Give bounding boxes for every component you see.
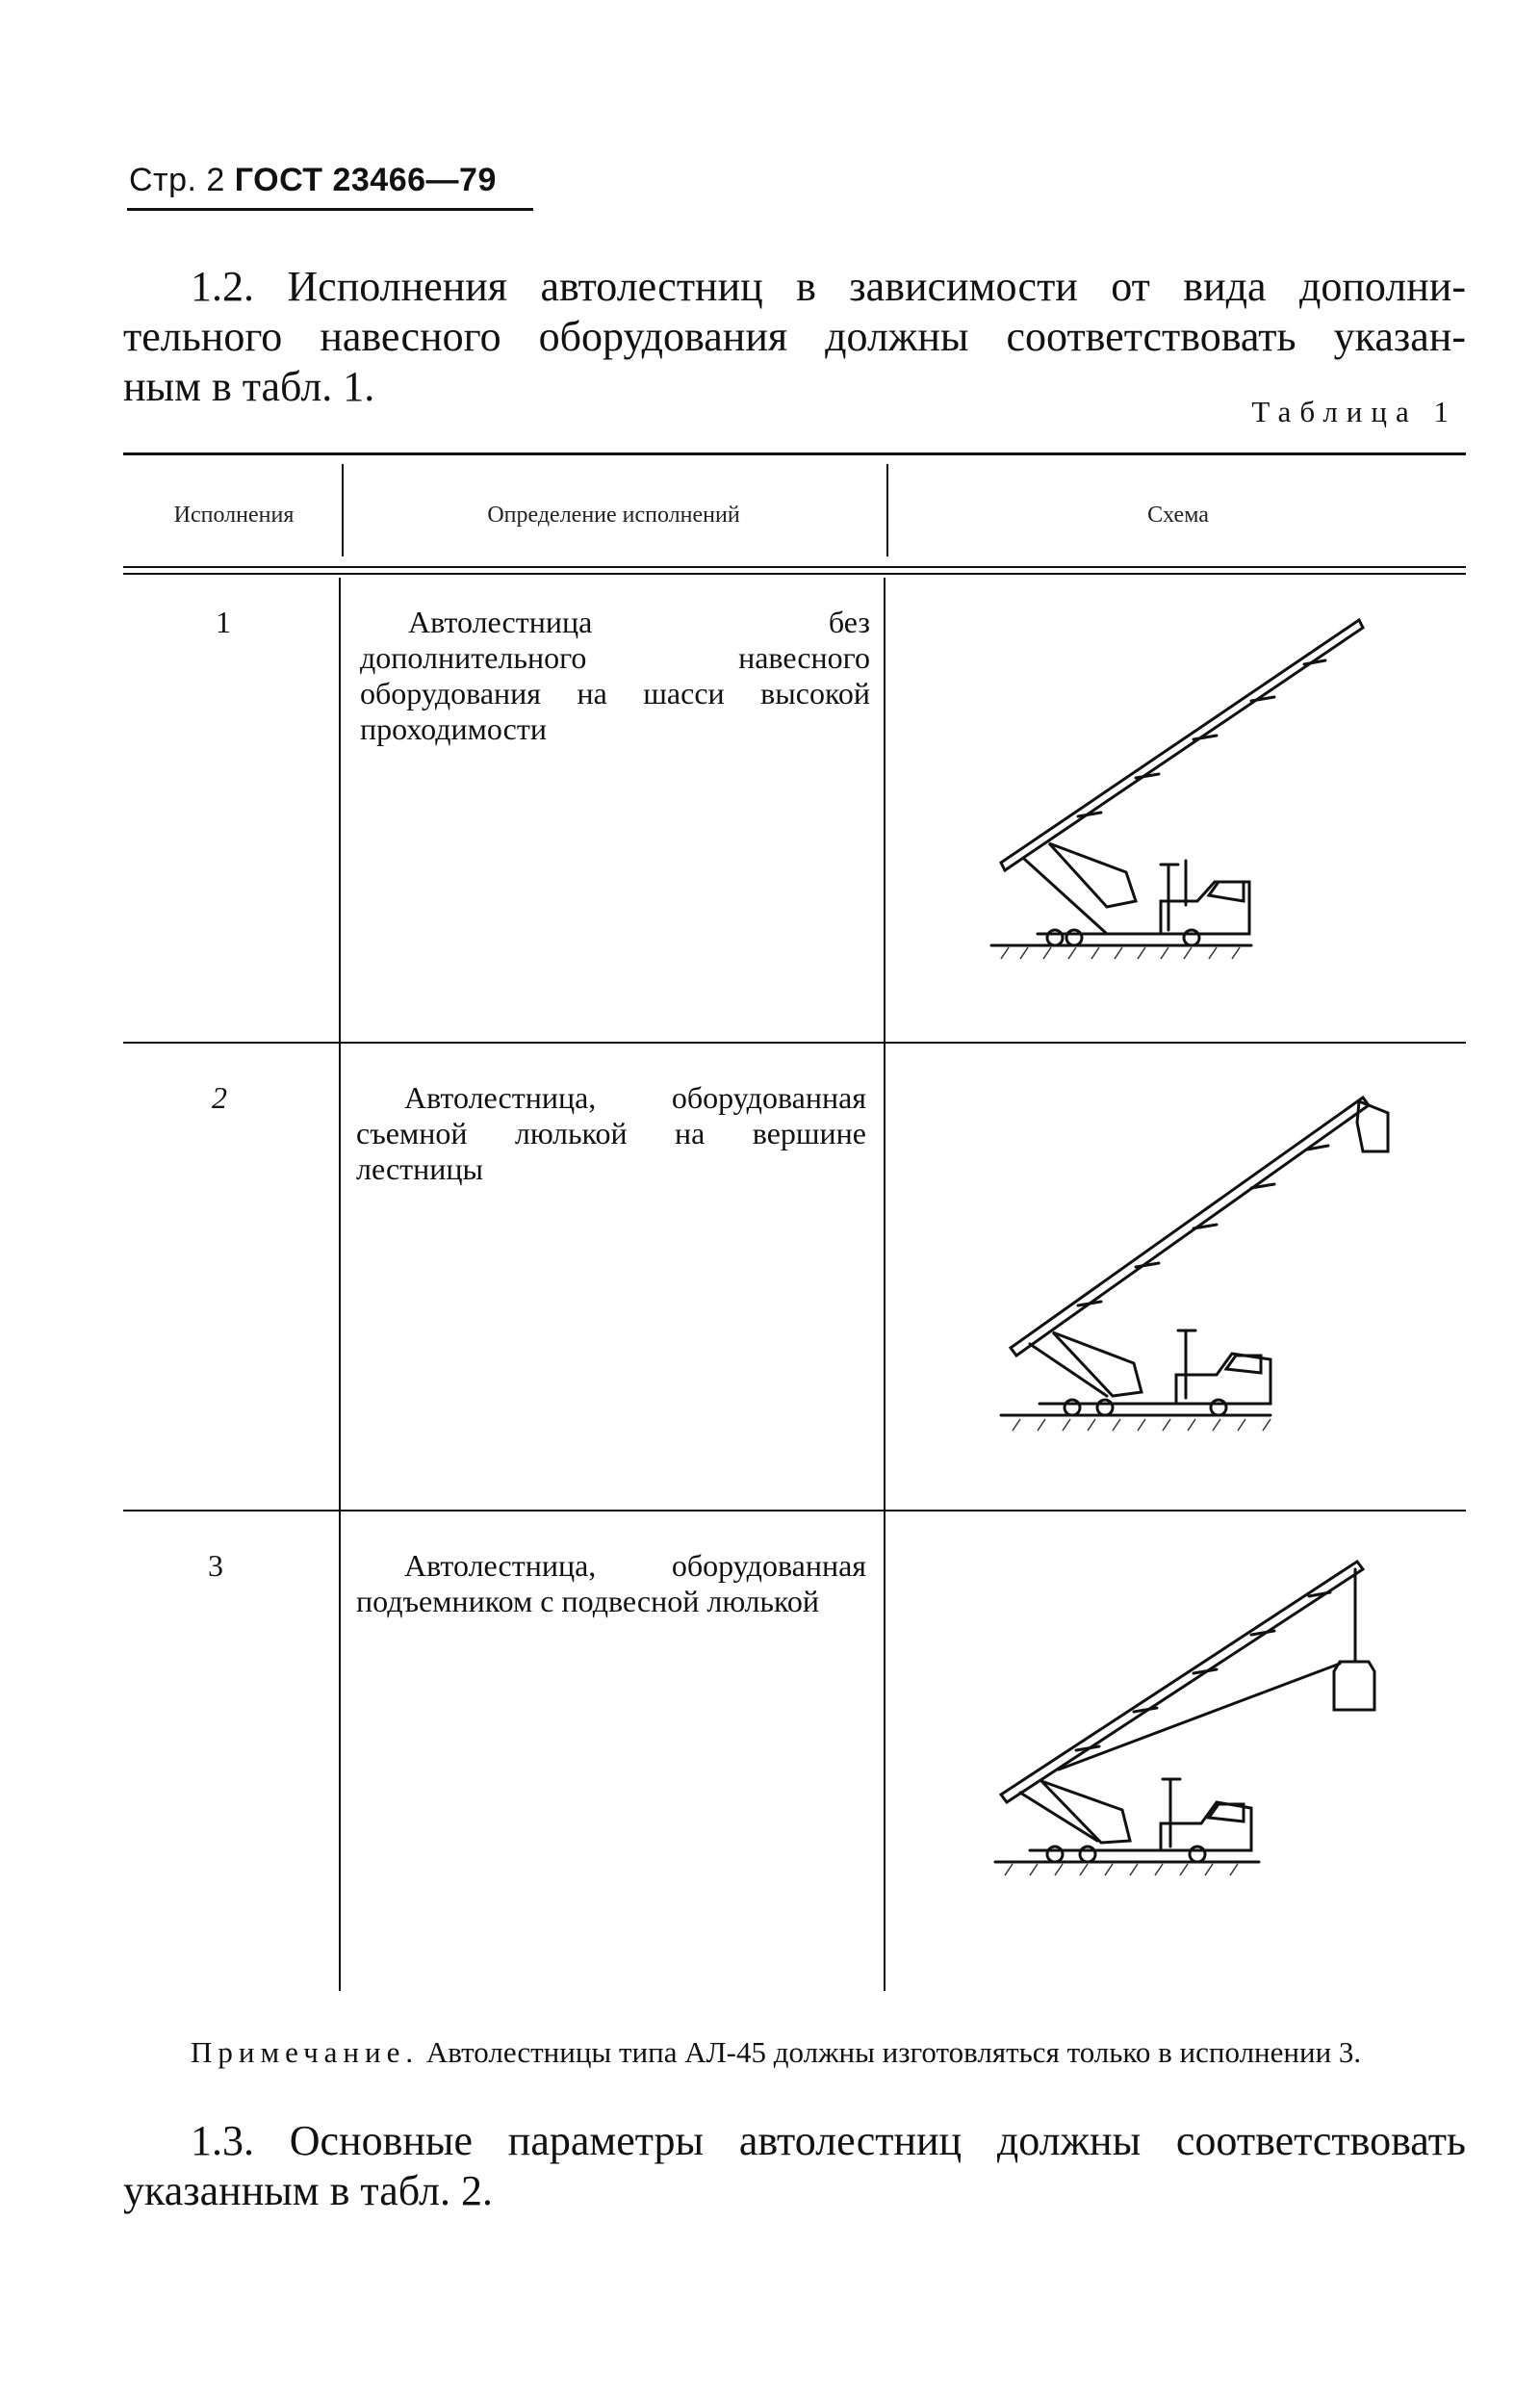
table-note: [123, 2033, 1466, 2072]
aerial-ladder-with-cradle-diagram: [1001, 1088, 1405, 1444]
aerial-ladder-truck-diagram: [991, 607, 1396, 972]
table-column-rule: [886, 464, 888, 556]
aerial-ladder-with-hoist-diagram: [991, 1558, 1396, 1914]
note-body: Автолестницы типа АЛ-45 должны изготовляться только в исполнении 3.: [425, 2035, 1362, 2069]
row-description: [356, 1548, 866, 1619]
table-header-definition: Определение исполнений: [487, 503, 740, 528]
standard-code: ГОСТ 23466—79: [234, 162, 497, 198]
row-description-text: Автолестница без дополнительного навесного оборудования на шасси высокой проходимости: [360, 605, 870, 746]
table-column-rule: [339, 578, 341, 1991]
table-header-rule-double: [123, 573, 1466, 575]
paragraph-1-2: [123, 262, 1466, 412]
table-top-rule: [123, 452, 1466, 455]
row-description-text: Автолестница, оборудованная съемной люлькой на вершине лестницы: [356, 1080, 866, 1186]
table-caption: Таблица 1: [1251, 395, 1457, 428]
row-number: 3: [208, 1548, 223, 1583]
table-header-rule: [123, 566, 1466, 568]
paragraph-line: 1.2. Исполнения автолестниц в зависимости от вида дополни-: [191, 263, 1466, 310]
page-header: [129, 162, 497, 199]
row-number: 2: [212, 1080, 227, 1115]
header-rule: [127, 208, 533, 211]
row-number: 1: [216, 605, 231, 639]
table-column-rule: [884, 578, 886, 1991]
table-header-schema: Схема: [1147, 503, 1209, 528]
row-description: [360, 605, 870, 747]
page-number: Стр. 2: [129, 162, 225, 198]
paragraph-1-3: [123, 2116, 1466, 2216]
paragraph-text: 1.3. Основные параметры автолестниц должны соответствовать указанным в табл. 2.: [123, 2117, 1466, 2214]
row-description: [356, 1080, 866, 1187]
table-header-variant: Исполнения: [173, 503, 295, 528]
row-description-text: Автолестница, оборудованная подъемником с подвесной люлькой: [356, 1548, 866, 1618]
paragraph-line: ным в табл. 1.: [123, 363, 375, 410]
note-text: [123, 2033, 1466, 2072]
paragraph-line: тельного навесного оборудования должны соответствовать указан-: [123, 313, 1466, 360]
table-column-rule: [342, 464, 344, 556]
table-row-divider: [123, 1042, 1466, 1044]
table-row-divider: [123, 1510, 1466, 1512]
note-label: Примечание.: [191, 2035, 420, 2069]
